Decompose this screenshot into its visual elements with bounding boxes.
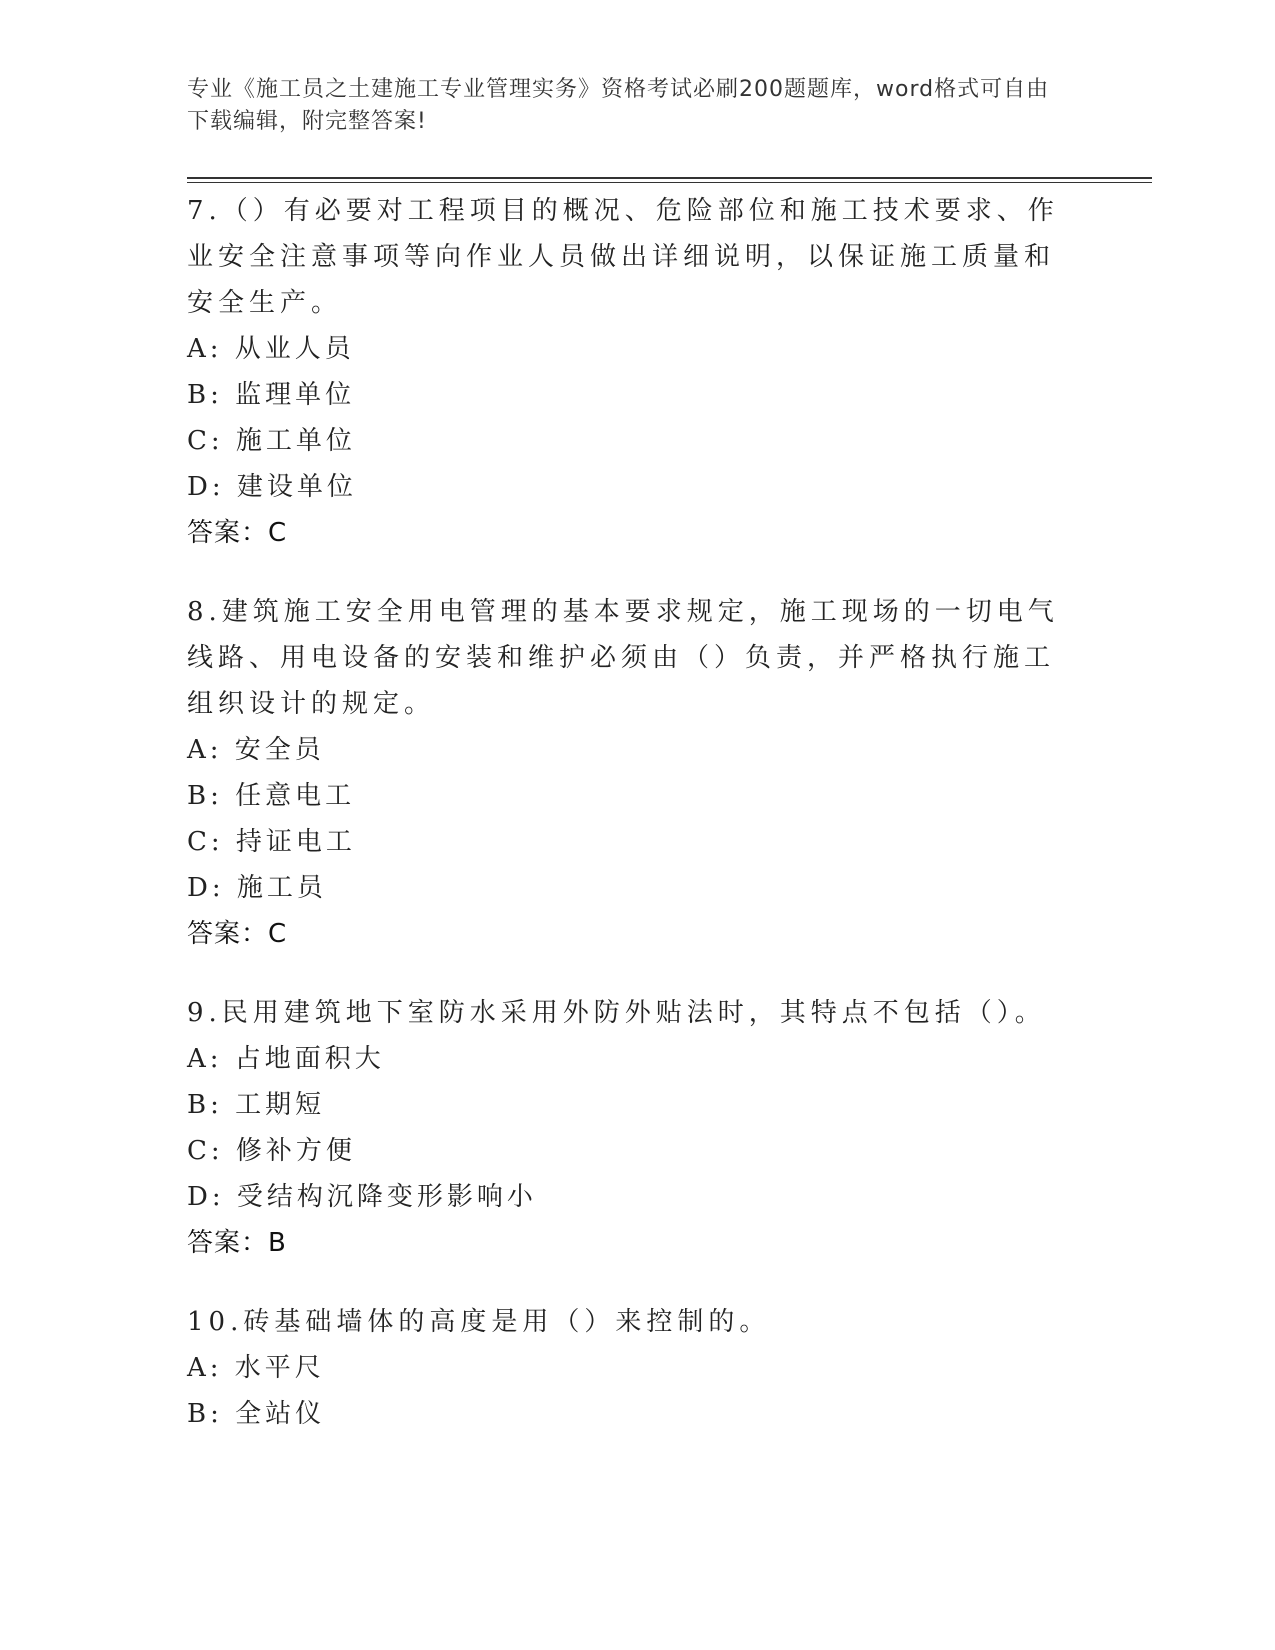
question-stem: 8.建筑施工安全用电管理的基本要求规定，施工现场的一切电气线路、用电设备的安装和维护必须由（）负责，并严格执行施工组织设计的规定。 bbox=[187, 597, 1059, 719]
option-a: A: 水平尺 bbox=[187, 1353, 325, 1383]
question-8 bbox=[187, 589, 1067, 957]
answer-line: 答案：C bbox=[187, 919, 288, 949]
option-c: C: 修补方便 bbox=[187, 1136, 356, 1166]
option-b: B: 监理单位 bbox=[187, 380, 356, 410]
option-c: C: 持证电工 bbox=[187, 827, 356, 857]
question-stem: 9.民用建筑地下室防水采用外防外贴法时，其特点不包括（）。 bbox=[187, 998, 1046, 1028]
answer-line: 答案：B bbox=[187, 1228, 287, 1258]
header-rule-thick bbox=[187, 177, 1152, 179]
option-a: A: 安全员 bbox=[187, 735, 325, 765]
document-header: 专业《施工员之土建施工专业管理实务》资格考试必刷200题题库，word格式可自由下载编辑，附完整答案! bbox=[187, 77, 1050, 134]
option-b: B: 全站仪 bbox=[187, 1399, 326, 1429]
option-b: B: 工期短 bbox=[187, 1090, 326, 1120]
header-rule-thin bbox=[187, 182, 1152, 183]
option-c: C: 施工单位 bbox=[187, 426, 356, 456]
answer-line: 答案：C bbox=[187, 518, 288, 548]
option-a: A: 占地面积大 bbox=[187, 1044, 385, 1074]
question-list bbox=[187, 188, 1067, 1470]
option-d: D: 施工员 bbox=[187, 873, 327, 903]
question-7 bbox=[187, 188, 1067, 556]
option-a: A: 从业人员 bbox=[187, 334, 355, 364]
option-b: B: 任意电工 bbox=[187, 781, 356, 811]
option-d: D: 受结构沉降变形影响小 bbox=[187, 1182, 537, 1212]
question-stem: 7.（）有必要对工程项目的概况、危险部位和施工技术要求、作业安全注意事项等向作业人员做出详细说明，以保证施工质量和安全生产。 bbox=[187, 196, 1059, 318]
question-stem: 10.砖基础墙体的高度是用（）来控制的。 bbox=[187, 1307, 771, 1337]
option-d: D: 建设单位 bbox=[187, 472, 357, 502]
question-10 bbox=[187, 1299, 1067, 1437]
question-9 bbox=[187, 990, 1067, 1266]
